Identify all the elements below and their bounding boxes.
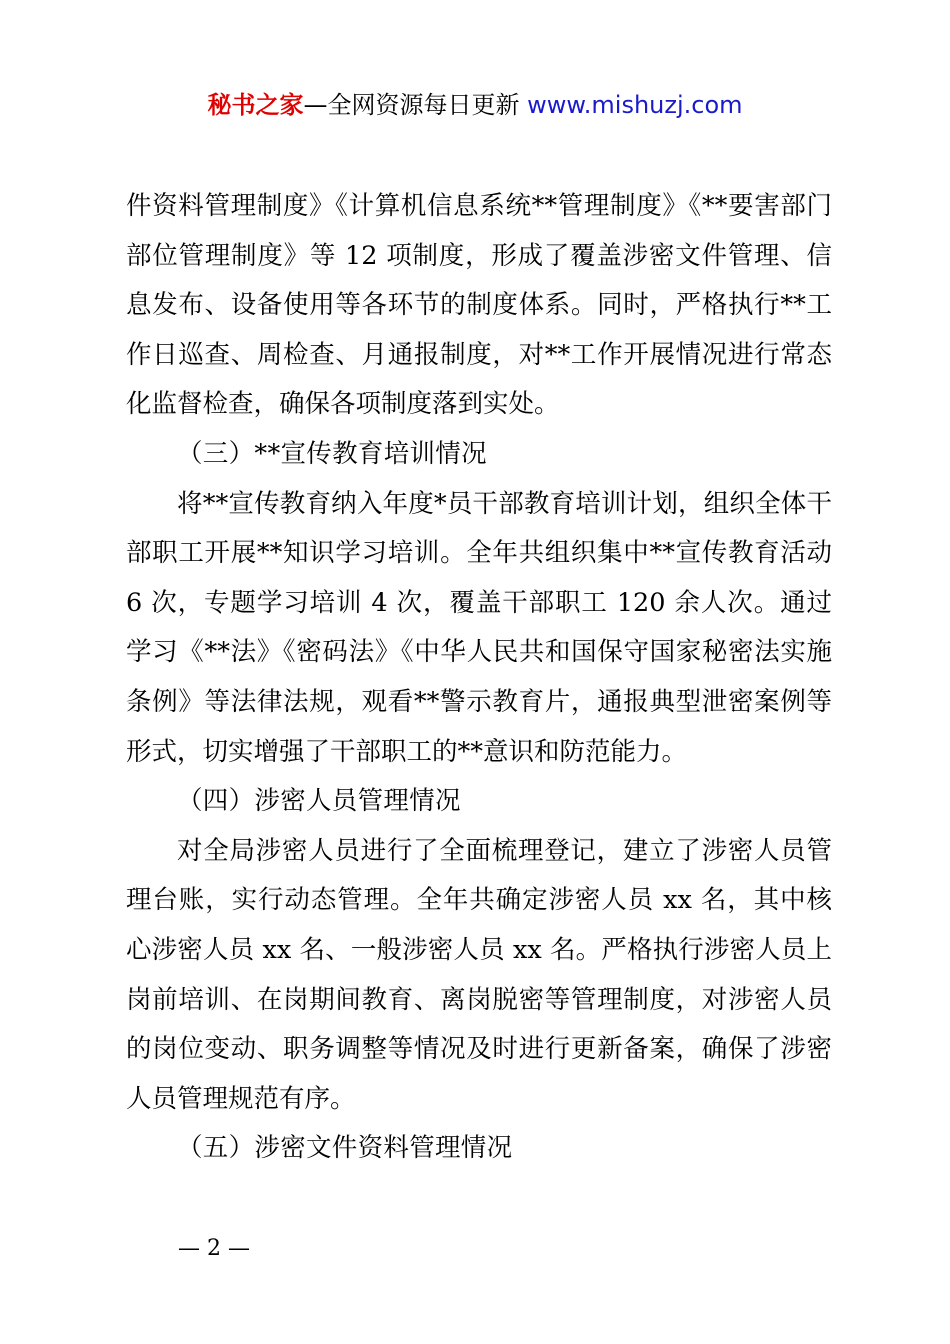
- paragraph-continued: 件资料管理制度》《计算机信息系统**管理制度》《**要害部门部位管理制度》等 12 项制度，形成了覆盖涉密文件管理、信息发布、设备使用等各环节的制度体系。同时，严格执行**工作日巡查、周检查、月通报制度，对**工作开展情况进行常态化监督检查，确保各项制度落到实处。: [126, 191, 832, 420]
- section-heading-3: （三）**宣传教育培训情况: [177, 438, 487, 469]
- page-number: — 2 —: [178, 1236, 250, 1261]
- section-heading-5: （五）涉密文件资料管理情况: [177, 1133, 513, 1164]
- paragraph-education: 将**宣传教育纳入年度*员干部教育培训计划，组织全体干部职工开展**知识学习培训。全年共组织集中**宣传教育活动 6 次，专题学习培训 4 次，覆盖干部职工 120 余人次。通过学习《**法》《密码法》《中华人民共和国保守国家秘密法实施条例》等法律法规，观看**警示教育片，通报典型泄密案例等形式，切实增强了干部职工的**意识和防范能力。: [126, 488, 832, 767]
- section-heading-4: （四）涉密人员管理情况: [177, 786, 461, 817]
- site-url-link[interactable]: www.mishuzj.com: [527, 91, 743, 119]
- banner-tagline: —全网资源每日更新: [303, 91, 520, 119]
- brand-name: 秘书之家: [207, 91, 304, 119]
- paragraph-personnel: 对全局涉密人员进行了全面梳理登记，建立了涉密人员管理台账，实行动态管理。全年共确定涉密人员 xx 名，其中核心涉密人员 xx 名、一般涉密人员 xx 名。严格执行涉密人员上岗前培训、在岗期间教育、离岗脱密等管理制度，对涉密人员的岗位变动、职务调整等情况及时进行更新备案，确保了涉密人员管理规范有序。: [126, 835, 832, 1114]
- site-banner: [0, 88, 950, 122]
- document-body: [126, 182, 832, 1174]
